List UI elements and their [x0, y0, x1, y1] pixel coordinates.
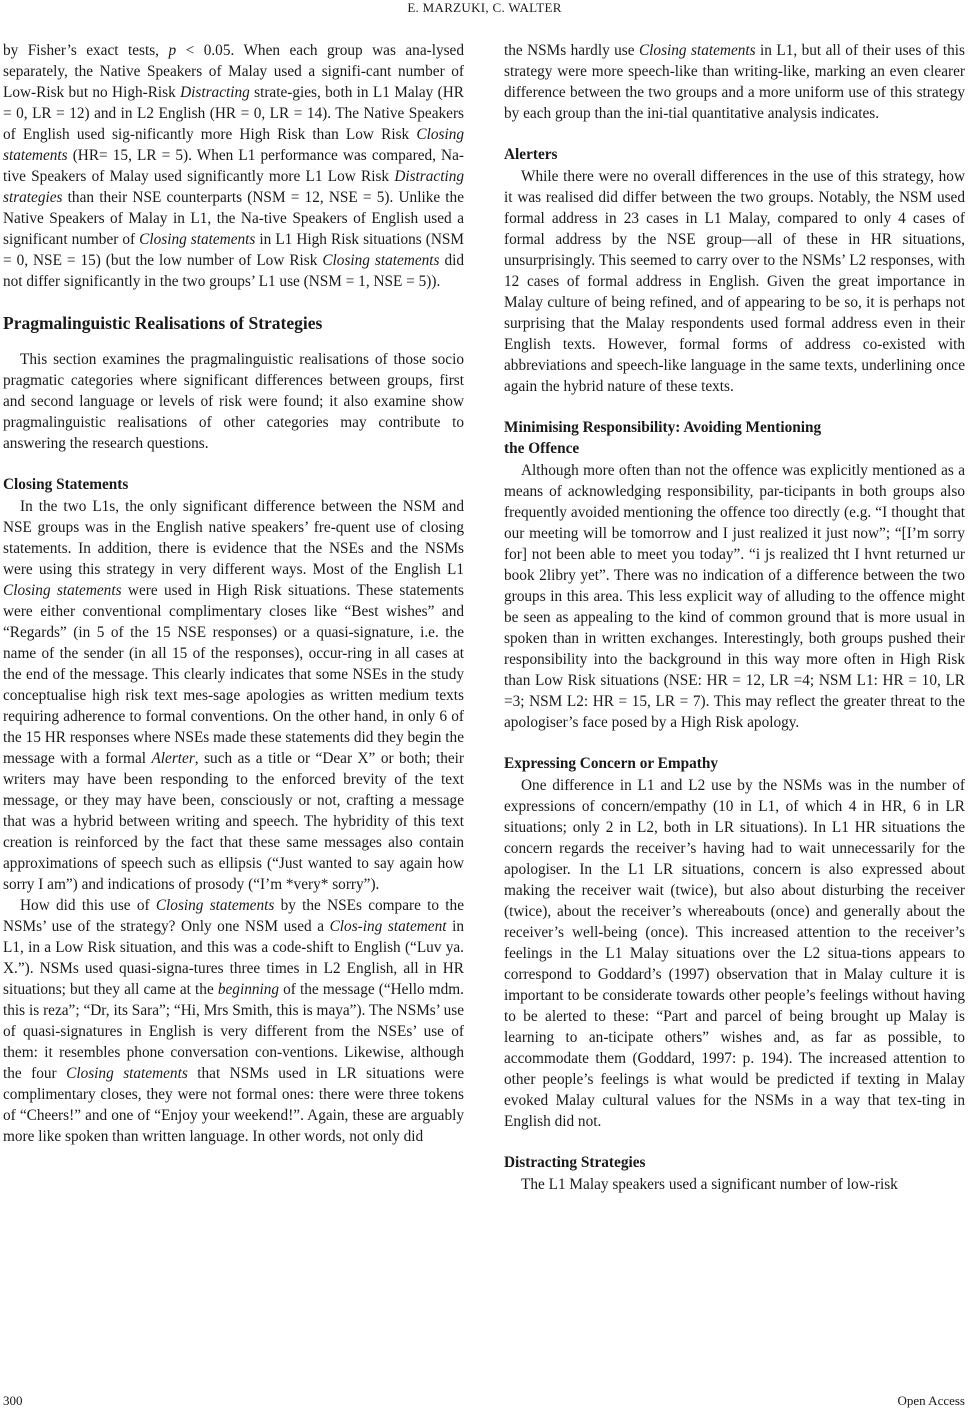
- right-column: [504, 40, 965, 1195]
- subheading-alerters: Alerters: [504, 146, 558, 163]
- page-number: 300: [3, 1393, 23, 1408]
- paragraph-distracting-strategies: The L1 Malay speakers used a significant number of low-risk: [521, 1176, 898, 1193]
- publisher-label: Open Access: [897, 1393, 965, 1408]
- paragraph-section-intro: This section examines the pragmalinguistic realisations of those socio pragmatic categories where significant differences between groups, first and second language or levels of risk were found; it also examine show pragmalinguistic realisations of other categories may contribute to answering the research questions.: [3, 351, 464, 452]
- subheading-minimising-responsibility: Minimising Responsibility: Avoiding Mentioning the Offence: [504, 419, 822, 457]
- paragraph-closing-l1: In the two L1s, the only significant difference between the NSM and NSE groups was in the English native speakers’ fre-quent use of closing statements. In addition, there is evidence that the NSEs and the NSMs were using this strategy in very different ways. Most of the English L1 Closing statements were used in High Risk situations. These statements were either conventional complimentary closes like “Best wishes” and “Regards” (in 5 of the 15 NSE responses) or a quasi-signature, i.e. the name of the sender (in all 15 of the responses), occur-ring in all cases at the end of the message. This clearly indicates that some NSEs in the study conceptualise high risk text mes-sage apologies as written medium texts requiring adherence to formal conventions. On the other hand, in only 6 of the 15 HR responses where NSEs made these statements did they begin the message with a formal Alerter, such as a title or “Dear X” or both; their writers may have been responding to the enforced brevity of the text message, or they may have been, consciously or not, crafting a message that was a hybrid between writing and speech. The hybridity of this text creation is reinforced by the fact that these same messages also contain approximations of speech such as ellipsis (“Just wanted to say again how sorry I am”) and indications of prosody (“I’m *very* sorry”).: [3, 498, 464, 893]
- running-head: E. MARZUKI, C. WALTER: [407, 0, 562, 15]
- left-column: [3, 40, 464, 1147]
- subheading-concern-empathy: Expressing Concern or Empathy: [504, 755, 719, 772]
- paragraph-alerters: While there were no overall differences in the use of this strategy, how it was realised did differ between the two groups. Notably, the NSM used formal address in 23 cases in L1 Malay, compared to only 4 cases of formal address by the NSE group—all of these in HR situations, unsurprisingly. This seemed to carry over to the NSMs’ L2 responses, with 12 cases of formal address in English. Given the great importance in Malay culture of being refined, and of appearing to be so, it is perhaps not surprising that the Malay respondents used formal address even in their English texts. However, formal forms of address co-existed with abbreviations and speech-like language in the same texts, underlining once again the hybrid nature of these texts.: [504, 168, 965, 395]
- paragraph-closing-nsm: How did this use of Closing statements by the NSEs compare to the NSMs’ use of the strategy? Only one NSM used a Clos-ing statement in L1, in a Low Risk situation, and this was a code-shift to English (“Luv ya. X.”). NSMs used quasi-signa-tures three times in L2 English, all in HR situations; but they all came at the beginning of the message (“Hello mdm. this is reza”; “Dr, its Sara”; “Hi, Mrs Smith, this is maya”). The NSMs’ use of quasi-signatures in English is very different from the NSEs’ use of them: it resembles phone conversation con-ventions. Likewise, although the four Closing statements that NSMs used in LR situations were complimentary closes, they were not formal ones: there were three tokens of “Cheers!” and one of “Enjoy your weekend!”. Again, these are arguably more like spoken than written language. In other words, not only did: [3, 897, 465, 1145]
- paragraph-fisher-results: by Fisher’s exact tests, p < 0.05. When each group was ana-lysed separately, the Native Speakers of Malay used a signifi-cant number of Low-Risk but no High-Risk Distracting strate-gies, both in L1 Malay (HR = 0, LR = 12) and in L2 English (HR = 0, LR = 14). The Native Speakers of English used sig-nificantly more High Risk than Low Risk Closing statements (HR= 15, LR = 5). When L1 performance was compared, Na-tive Speakers of Malay used significantly more L1 Low Risk Distracting strategies than their NSE counterparts (NSM = 12, NSE = 5). Unlike the Native Speakers of Malay in L1, the Na-tive Speakers of English used a significant number of Closing statements in L1 High Risk situations (NSM = 0, NSE = 15) (but the low number of Low Risk Closing statements did not differ significantly in the two groups’ L1 use (NSM = 1, NSE = 5)).: [3, 42, 465, 290]
- subheading-distracting-strategies: Distracting Strategies: [504, 1154, 646, 1171]
- paragraph-concern-empathy: One difference in L1 and L2 use by the NSMs was in the number of expressions of concern/empathy (10 in L1, of which 4 in HR, 6 in LR situations; only 2 in L2, both in LR situations). In L1 HR situations the concern regards the receiver’s having had to wait unnecessarily for the apologiser. In the L1 LR situations, concern is also expressed about making the receiver wait (twice), but also about disturbing the receiver (twice), about the receiver’s whereabouts (once) and generally about the receiver’s well-being (once). This increased attention to the receiver’s feelings in the L1 Malay situations over the L2 situa-tions appears to correspond to Goddard’s (1997) observation that in Malay culture it is important to be considerate towards other people’s feelings without having to be alerted to these: “Part and parcel of being brought up Malay is learning to an-ticipate others” wishes and, as far as possible, to accommodate them (Goddard, 1997: p. 194). The increased attention to other people’s feelings is what would be predicted if texting in Malay evoked Malay cultural values for the NSMs in a way that tex-ting in English did not.: [504, 777, 965, 1130]
- section-heading: Pragmalinguistic Realisations of Strategies: [3, 313, 323, 333]
- paragraph-closing-continued: the NSMs hardly use Closing statements in L1, but all of their uses of this strategy were more speech-like than writing-like, marking an even clearer difference between the two groups and a more uniform use of this strategy by each group than the ini-tial quantitative analysis indicates.: [504, 42, 965, 122]
- subheading-closing-statements: Closing Statements: [3, 476, 129, 493]
- paragraph-minimising-responsibility: Although more often than not the offence was explicitly mentioned as a means of acknowledging responsibility, par-ticipants in both groups also frequently avoided mentioning the offence too directly (e.g. “I thought that our meeting will be tomorrow and I just realized it just now”; “[I’m sorry for] not been able to meet you today”. “i js realized tht I hvnt returned ur book 2libry yet”. There was no indication of a difference between the two groups in this area. This less explicit way of alluding to the offence might be seen as appealing to the kind of common ground that is more usual in spoken than in written exchanges. Interestingly, both groups pushed their responsibility into the background in this way more often in High Risk than Low Risk situations (NSE: HR = 12, LR =4; NSM L1: HR = 10, LR =3; NSM L2: HR = 15, LR = 7). This may reflect the greater threat to the apologiser’s face posed by a High Risk apology.: [504, 462, 965, 731]
